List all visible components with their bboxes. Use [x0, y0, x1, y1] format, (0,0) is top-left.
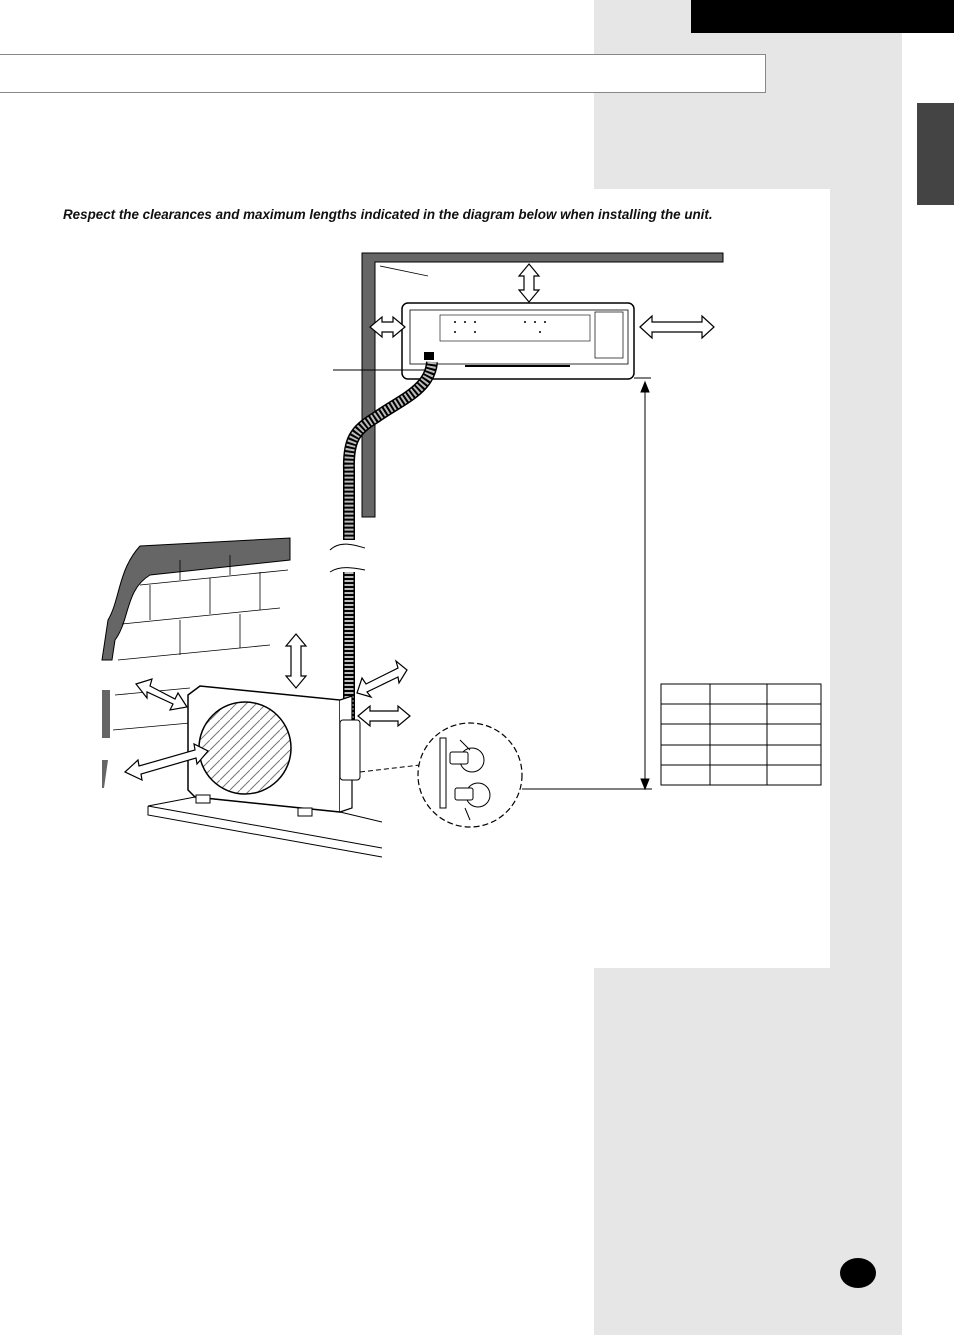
installation-diagram — [0, 189, 830, 968]
section-tab — [917, 103, 954, 205]
clearance-arrow-top — [519, 264, 539, 302]
service-valve-detail-icon — [360, 723, 522, 827]
clearance-arrow-outdoor-top — [286, 634, 306, 688]
header-bar — [691, 0, 954, 33]
refrigerant-pipe-icon — [330, 362, 432, 720]
outdoor-unit-icon — [188, 686, 360, 816]
page-number-badge — [840, 1258, 876, 1288]
clearance-arrow-right — [640, 316, 714, 338]
title-box — [0, 54, 766, 93]
length-table — [661, 684, 821, 785]
clearance-arrow-outdoor-left — [136, 679, 187, 710]
clearance-arrow-outdoor-right-top — [357, 661, 407, 697]
instruction-text: Respect the clearances and maximum lengths indicated in the diagram below when installing the unit. — [63, 207, 713, 222]
clearance-arrow-outdoor-right — [358, 706, 410, 726]
height-dimension-line — [522, 378, 652, 789]
